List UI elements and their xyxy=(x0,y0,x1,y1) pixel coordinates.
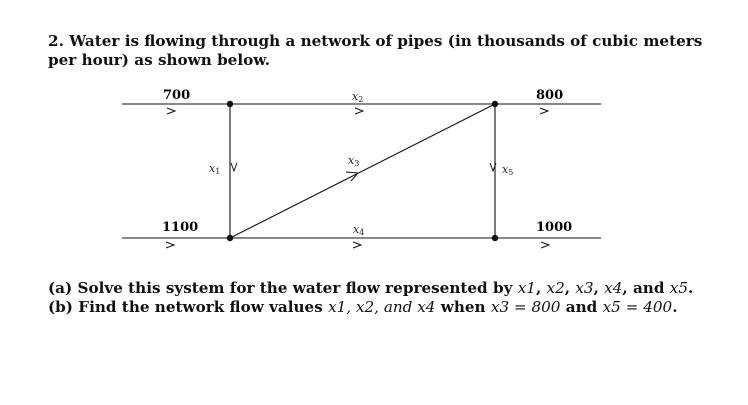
node-bottom-left xyxy=(227,235,233,241)
node-top-left xyxy=(227,101,233,107)
part-a-text: Solve this system for the water flow represented by xyxy=(77,279,513,297)
var-label-x2: x2 xyxy=(352,90,364,104)
flow-label-700: 700 xyxy=(163,88,191,103)
part-a-var-x4: x4 xyxy=(604,279,623,297)
part-b-text: Find the network flow values xyxy=(78,298,323,316)
arrow-800 xyxy=(540,108,548,114)
node-top-right xyxy=(492,101,498,107)
flow-label-1100: 1100 xyxy=(162,220,199,235)
part-b-condition-x5: x5 = 400 xyxy=(602,298,673,316)
var-label-x4: x4 xyxy=(353,223,365,237)
part-a-var-x5: x5 xyxy=(669,279,688,297)
node-bottom-right xyxy=(492,235,498,241)
part-b-label: (b) xyxy=(48,298,73,316)
part-a-var-x2: x2 xyxy=(546,279,565,297)
arrow-700 xyxy=(167,108,175,114)
part-a: (a) Solve this system for the water flow represented by x1, x2, x3, x4, and x5. xyxy=(48,279,694,297)
flow-label-1000: 1000 xyxy=(536,220,573,235)
part-b-end: . xyxy=(672,298,678,316)
problem-text: Water is flowing through a network of pipes (in thousands of cubic meters per hour) as shown below. xyxy=(48,32,703,69)
arrow-x2 xyxy=(355,108,363,114)
part-b-vars: x1, x2, and x4 xyxy=(328,298,436,316)
var-label-x5: x5 xyxy=(502,163,514,177)
var-label-x3: x3 xyxy=(348,154,360,168)
question-parts xyxy=(48,279,693,317)
arrow-1000 xyxy=(541,242,549,248)
part-a-var-x3: x3 xyxy=(575,279,594,297)
diagonal-pipe xyxy=(230,104,495,238)
var-label-x1: x1 xyxy=(209,162,221,176)
part-b-and: and xyxy=(565,298,598,316)
flow-label-800: 800 xyxy=(536,88,564,103)
arrow-x1 xyxy=(231,163,237,171)
part-b-when: when xyxy=(440,298,486,316)
part-a-and: and xyxy=(632,279,665,297)
problem-number: 2. xyxy=(48,32,64,50)
part-b-condition-x3: x3 = 800 xyxy=(490,298,561,316)
part-a-label: (a) xyxy=(48,279,73,297)
arrow-1100 xyxy=(166,242,174,248)
part-a-var-x1: x1 xyxy=(517,279,536,297)
part-a-end: . xyxy=(688,279,694,297)
part-b xyxy=(48,298,693,317)
arrow-x4 xyxy=(353,242,361,248)
